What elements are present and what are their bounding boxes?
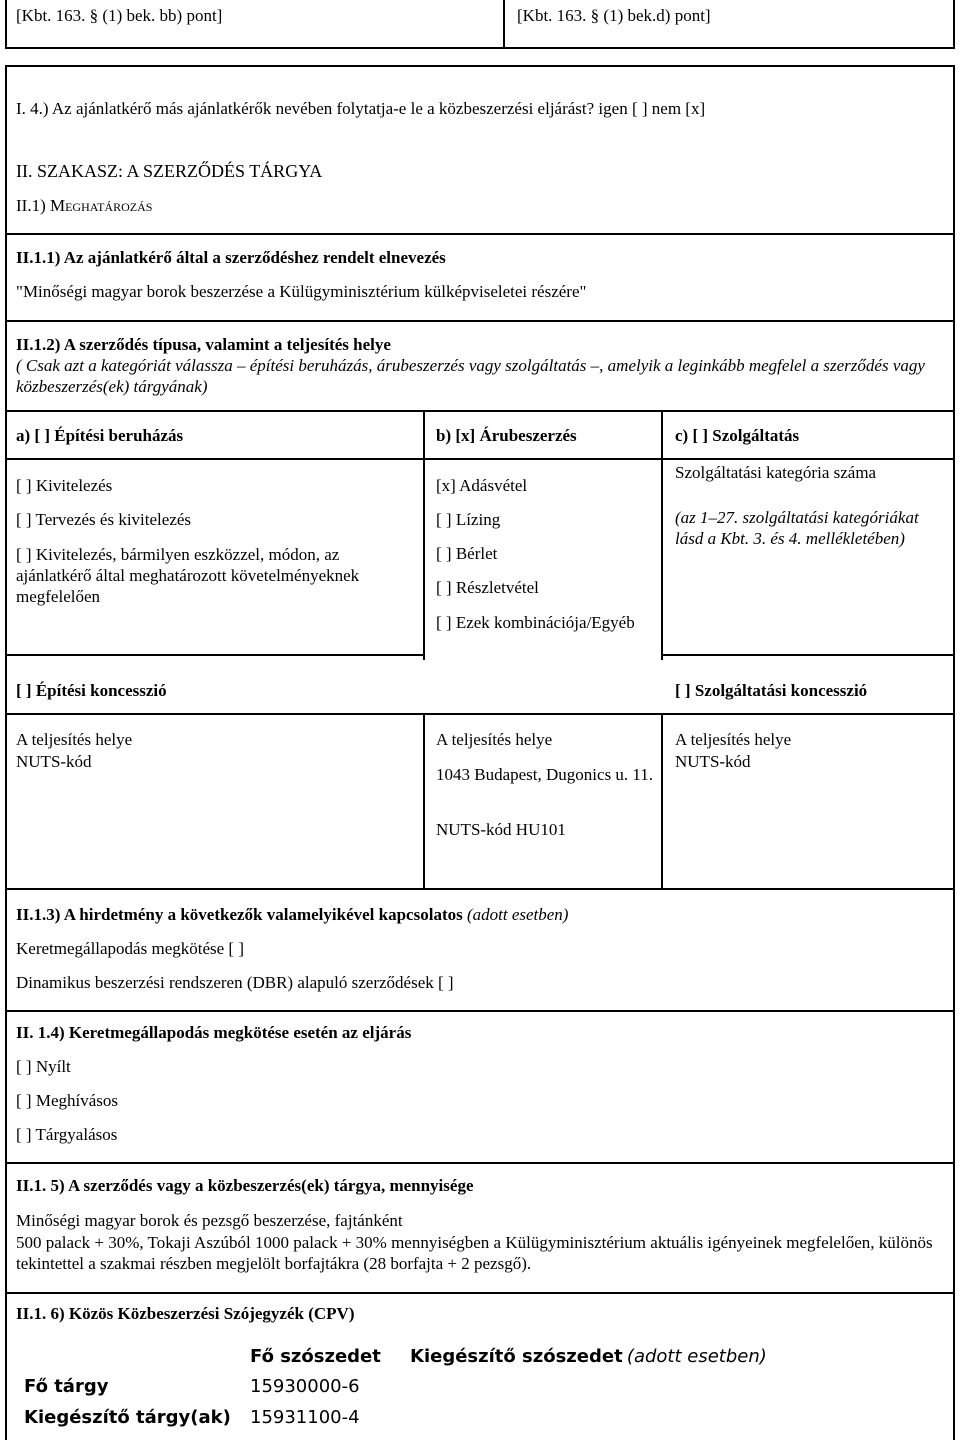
type-c-header: c) [ ] Szolgáltatás xyxy=(675,426,800,445)
rule-after-place xyxy=(5,888,955,890)
cpv-col-supp-text: Kiegészítő szószedet xyxy=(410,1346,623,1367)
rule-before-ii16 xyxy=(5,1292,955,1294)
top-cell-left-border xyxy=(5,0,7,48)
a-item-tervezes: [ ] Tervezés és kivitelezés xyxy=(16,510,192,529)
ii13-dbr: Dinamikus beszerzési rendszeren (DBR) alapuló szerződések [ ] xyxy=(16,973,454,992)
ii14-option-open: [ ] Nyílt xyxy=(16,1057,71,1076)
ii1-heading xyxy=(16,196,152,216)
rule-before-ii14 xyxy=(5,1010,955,1012)
c-nuts-label: NUTS-kód xyxy=(675,752,751,771)
col-divider-ab xyxy=(423,410,425,660)
ii12-heading: II.1.2) A szerződés típusa, valamint a teljesítés helye xyxy=(16,335,391,354)
rule-after-types-header xyxy=(5,458,955,460)
a-item-kivitelezes: [ ] Kivitelezés xyxy=(16,476,113,495)
ii1-title: Meghatározás xyxy=(49,196,153,215)
rule-before-ii15 xyxy=(5,1162,955,1164)
col-divider-bc-lower xyxy=(661,713,663,890)
b-item-berlet: [ ] Bérlet xyxy=(436,544,498,563)
cpv-main-code: 15930000-6 xyxy=(250,1376,360,1397)
ii15-line2: 500 palack + 30%, Tokaji Aszúból 1000 palack + 30% mennyiségben a Külügyminisztérium aktuális igényeinek megfelelően, különös tekintettel a szakmai részben megjelölt borfajtákra (28 borfajta + 2 pezsgő). xyxy=(16,1233,933,1273)
c-place-label: A teljesítés helye xyxy=(675,730,792,749)
b-nuts: NUTS-kód HU101 xyxy=(436,820,566,839)
a-nuts-label: NUTS-kód xyxy=(16,752,92,771)
b-place-label: A teljesítés helye xyxy=(436,730,553,749)
a-place-label: A teljesítés helye xyxy=(16,730,133,749)
ii15-line1: Minőségi magyar borok és pezsgő beszerzése, fajtánként xyxy=(16,1211,403,1230)
cpv-col-main: Fő szószedet xyxy=(250,1346,381,1367)
ii13-heading-note: (adott esetben) xyxy=(466,905,569,924)
b-item-reszletvetel: [ ] Részletvétel xyxy=(436,578,539,597)
cpv-supp-code: 15931100-4 xyxy=(250,1407,360,1428)
section-title: II. SZAKASZ: A SZERZŐDÉS TÁRGYA xyxy=(16,161,323,181)
top-ref-right: [Kbt. 163. § (1) bek.d) pont] xyxy=(517,6,711,25)
rule-after-items-a xyxy=(5,654,423,656)
ii13-heading xyxy=(16,905,568,925)
ii13-heading-text: II.1.3) A hirdetmény a következők valamelyikével kapcsolatos xyxy=(16,905,463,924)
b-item-lizing: [ ] Lízing xyxy=(436,510,501,529)
b-place-value: 1043 Budapest, Dugonics u. 11. xyxy=(436,765,654,784)
type-a-header: a) [ ] Építési beruházás xyxy=(16,426,184,445)
b-item-kombinacio: [ ] Ezek kombinációja/Egyéb xyxy=(436,613,635,632)
ii11-heading: II.1.1) Az ajánlatkérő által a szerződéshez rendelt elnevezés xyxy=(16,248,446,267)
c-category-label: Szolgáltatási kategória száma xyxy=(675,463,877,482)
top-ref-left: [Kbt. 163. § (1) bek. bb) pont] xyxy=(16,6,223,25)
type-b-header: b) [x] Árubeszerzés xyxy=(436,426,577,445)
ii14-option-negotiated: [ ] Tárgyalásos xyxy=(16,1125,118,1144)
col-divider-ab-lower xyxy=(423,713,425,890)
rule-before-ii12 xyxy=(5,320,955,322)
top-cell-right-border xyxy=(953,0,955,48)
ii12-note: ( Csak azt a kategóriát válassza – építési beruházás, árubeszerzés vagy szolgáltatás –, amelyik a leginkább megfelel a szerződés vagy közbeszerzés(ek) tárgyának) xyxy=(16,356,925,396)
top-cell-bottom-border xyxy=(5,47,955,49)
ii13-framework: Keretmegállapodás megkötése [ ] xyxy=(16,939,244,958)
ii1-number: II.1) xyxy=(16,196,50,215)
b-item-adasvetel: [x] Adásvétel xyxy=(436,476,528,495)
rule-after-concession xyxy=(5,713,955,715)
a-item-barmilyen: [ ] Kivitelezés, bármilyen eszközzel, módon, az ajánlatkérő által meghatározott követelményeknek megfelelően xyxy=(16,545,360,606)
cpv-main-label: Fő tárgy xyxy=(24,1376,109,1397)
col-divider-bc xyxy=(661,410,663,660)
rule-after-items-c xyxy=(662,654,955,656)
ii16-heading: II.1. 6) Közös Közbeszerzési Szójegyzék (CPV) xyxy=(16,1304,355,1323)
a-concession: [ ] Építési koncesszió xyxy=(16,681,167,700)
ii11-value: "Minőségi magyar borok beszerzése a Külügyminisztérium külképviseletei részére" xyxy=(16,282,587,301)
frame-top-rule xyxy=(5,65,955,67)
ii15-heading: II.1. 5) A szerződés vagy a közbeszerzés(ek) tárgya, mennyisége xyxy=(16,1176,474,1195)
cpv-supp-label: Kiegészítő tárgy(ak) xyxy=(24,1407,231,1428)
rule-before-types xyxy=(5,410,955,412)
ii14-heading: II. 1.4) Keretmegállapodás megkötése esetén az eljárás xyxy=(16,1023,412,1042)
rule-before-ii11 xyxy=(5,233,955,235)
c-category-note: (az 1–27. szolgáltatási kategóriákat lásd a Kbt. 3. és 4. mellékletében) xyxy=(675,508,919,548)
top-cell-middle-border xyxy=(503,0,505,48)
cpv-col-supp-note: (adott esetben) xyxy=(626,1346,767,1367)
frame-right xyxy=(953,66,955,1440)
frame-left xyxy=(5,66,7,1440)
cpv-col-supp xyxy=(410,1347,767,1367)
ii14-option-restricted: [ ] Meghívásos xyxy=(16,1091,118,1110)
i4-question: I. 4.) Az ajánlatkérő más ajánlatkérők nevében folytatja-e le a közbeszerzési eljárást? igen [ ] nem [x] xyxy=(16,99,706,118)
c-concession: [ ] Szolgáltatási koncesszió xyxy=(675,681,868,700)
